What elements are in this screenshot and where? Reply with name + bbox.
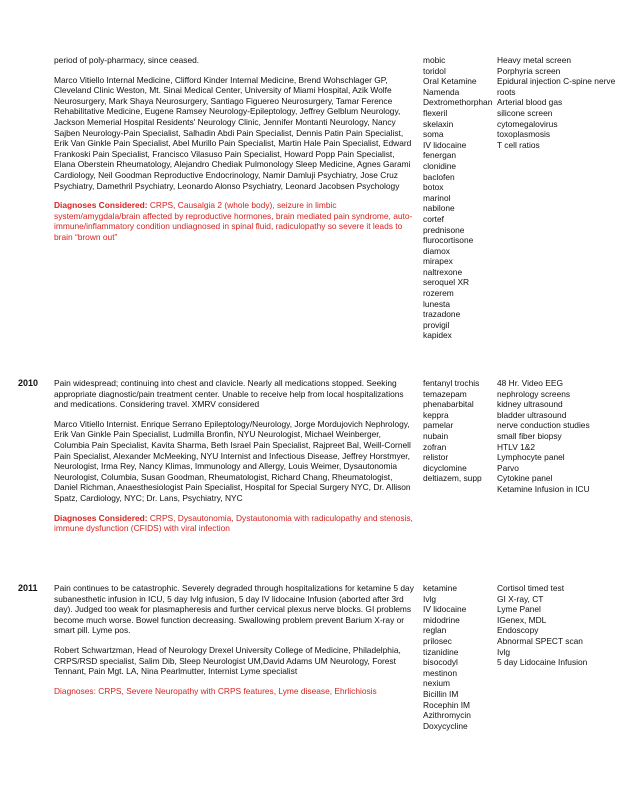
medication-item: zofran <box>423 441 447 452</box>
test-item: toxoplasmosis <box>497 129 551 140</box>
medication-item: nexium <box>423 678 450 689</box>
medication-item: Azithromycin <box>423 710 471 721</box>
test-item: cytomegalovirus <box>497 118 558 129</box>
narrative-lead: Pain widespread; continuing into chest and clavicle. Nearly all medications stopped. Seeking appropriate diagnostic/pain treatment center. Unable to receive help from local hospitalizations and medications. Considering travel. XMRV considered <box>54 378 404 410</box>
medication-item: toridol <box>423 65 446 76</box>
medication-item: keppra <box>423 409 449 420</box>
test-item: Ketamine Infusion in ICU <box>497 483 590 494</box>
test-item: nephrology screens <box>497 388 571 399</box>
diagnoses-text: CRPS, Causalgia 2 (whole body), seizure in limbic system/amygdala/brain affected by reproductive hormones, brain mediated pain syndrome, auto-immune/inflammatory condition undiagnosed in spinal fluid, radiculopathy so severe it leads to brain “brown out” <box>54 200 413 242</box>
diagnoses: Diagnoses: CRPS, Severe Neuropathy with CRPS features, Lyme disease, Ehrlichiosis <box>54 685 377 696</box>
medications-list <box>423 583 495 731</box>
year-label: 2010 <box>18 378 39 388</box>
diagnoses-considered <box>54 513 414 534</box>
medication-item: trazadone <box>423 309 461 320</box>
medications-list <box>423 378 495 484</box>
narrative-continuation <box>54 55 414 252</box>
medication-item: fentanyl trochis <box>423 378 480 388</box>
medication-item: IV lidocaine <box>423 139 467 150</box>
medication-item: Ivlg <box>423 593 437 604</box>
medication-item: provigil <box>423 319 450 330</box>
diagnoses-text: CRPS, Dysautonomia, Dystautonomia with radiculopathy and stenosis, immune dysfunction (CFIDS) with viral infection <box>54 512 413 534</box>
medication-item: fenergan <box>423 150 457 161</box>
medication-item: clonidine <box>423 160 457 171</box>
medication-item: naltrexone <box>423 266 463 277</box>
test-item: 48 Hr. Video EEG <box>497 378 563 388</box>
test-item: T cell ratios <box>497 139 540 150</box>
test-item: kidney ultrasound <box>497 399 563 410</box>
test-item: Endoscopy <box>497 625 539 636</box>
test-item: IGenex, MDL <box>497 614 547 625</box>
test-item: Epidural injection C-spine nerve roots <box>497 76 616 97</box>
medication-item: seroquel XR <box>423 277 470 288</box>
narrative-2011 <box>54 583 414 705</box>
test-item: Heavy metal screen <box>497 55 572 65</box>
medication-item: cortef <box>423 213 444 224</box>
test-item: Cortisol timed test <box>497 583 565 593</box>
test-item: silicone screen <box>497 107 553 118</box>
medication-item: kapidex <box>423 330 452 341</box>
test-item: bladder ultrasound <box>497 409 567 420</box>
medication-item: temazepam <box>423 388 467 399</box>
tests-list <box>497 55 622 150</box>
medication-item: mirapex <box>423 256 453 267</box>
diagnoses-considered <box>54 200 414 242</box>
medication-item: bisocodyl <box>423 657 458 668</box>
medication-item: dicyclomine <box>423 462 467 473</box>
medication-item: rozerem <box>423 288 454 299</box>
narrative-lead: Pain continues to be catastrophic. Severely degraded through hospitalizations for ketamine 5 day subanesthetic infusion in ICU, 5 day Ivlg infusion, 5 day IV lidocaine Infusion (aborted after 3rd day). Judged too weak for plasmapheresis and further cervical plexus nerve blocks. GI problems become much worse. Bowel function decreasing. Swallowing problem prevent Barium X-ray or smart pill. Lyme pos. <box>54 583 414 636</box>
year-label: 2011 <box>18 583 38 593</box>
test-item: Lyme Panel <box>497 604 541 615</box>
medication-item: pamelar <box>423 420 454 431</box>
medication-item: mestinon <box>423 667 457 678</box>
medication-item: flexeril <box>423 107 448 118</box>
physician-list: Marco Vitiello Internal Medicine, Clifford Kinder Internal Medicine, Brend Wohschlager GP, Cleveland Clinic Weston, Mt. Sinai Medical Center, University of Miami Hospital, Azik Wolfe Neurosurgery, Mark Shaya Neurosurgery, Santiago Figuereo Neurosurgery, Tamar Ference Rehabilitative Medicine, Eugene Ramsey Neurology-Epileptology, Jeffrey Gelblum Neurology, Jackson Memerial Hospital Residents' Neurology Clinic, Jennifer Montanti Neurology, Nancy Sajben Neurology-Pain Specialist, Salhadin Abdi Pain Specialist, Dennis Patin Pain Specialist, Erik Van Ginkle Pain Specialist, Abel Murillo Pain Specialist, Martin Hale Pain Specialist, Edward Frankoski Pain Specialist, Francisco Vilasuso Pain Specialist, Howard Popp Pain Specialist, Elana Oberstein Rheumatology, Alejandro Chediak Pulmonology Sleep Medicine, Agnes Garami Cardiology, Neil Goodman Reproductive Endocrinology, Namir Damluji Psychiatry, Jose Cruz Psychiatry, Damethril Psychiatry, Leonardo Alonso Psychiatry, Leonard Jacobsen Psychology <box>54 74 412 191</box>
medication-item: ketamine <box>423 583 457 593</box>
medication-item: soma <box>423 129 444 140</box>
physician-list: Robert Schwartzman, Head of Neurology Drexel University College of Medicine, Philadelphia, CRPS/RSD specialist, Salim Dib, Sleep Neurologist UM,David Adams UM Neurology, Forest Tennant, Pain Mgt. LA, Nina Pearlmutter, Internist Lyme specialist <box>54 644 401 677</box>
test-item: nerve conduction studies <box>497 420 590 431</box>
medication-item: mobic <box>423 55 446 65</box>
medication-item: IV lidocaine <box>423 604 467 615</box>
test-item: small fiber biopsy <box>497 430 562 441</box>
medication-item: diamox <box>423 245 450 256</box>
medications-list <box>423 55 495 341</box>
medication-item: Namenda <box>423 86 460 97</box>
medication-item: relistor <box>423 452 449 463</box>
test-item: Abnormal SPECT scan <box>497 635 583 646</box>
narrative-lead: period of poly-pharmacy, since ceased. <box>54 55 200 65</box>
medication-item: deltiazem, supp <box>423 473 482 484</box>
test-item: Cytokine panel <box>497 473 553 484</box>
medication-item: Oral Ketamine <box>423 76 477 87</box>
medication-item: prilosec <box>423 635 452 646</box>
test-item: Lymphocyte panel <box>497 452 565 463</box>
medication-item: midodrine <box>423 614 460 625</box>
medication-item: nabilone <box>423 203 455 214</box>
diagnoses-label: Diagnoses Considered: <box>54 200 148 211</box>
narrative-2010 <box>54 378 414 543</box>
medication-item: Bicillin IM <box>423 688 459 699</box>
medication-item: marinol <box>423 192 451 203</box>
medication-item: prednisone <box>423 224 465 235</box>
medication-item: baclofen <box>423 171 455 182</box>
medication-item: botox <box>423 182 444 193</box>
medication-item: Doxycycline <box>423 720 468 731</box>
medication-item: reglan <box>423 625 447 636</box>
medication-item: nubain <box>423 430 449 441</box>
physician-list: Marco Vitiello Internist. Enrique Serrano Epileptology/Neurology, Jorge Mordujovich Nephrology, Erik Van Ginkle Pain Specialist, Ludmilla Bronfin, NYU Neurologist, Michael Weinberger, Columbia Pain Specialist, Kavita Sharma, Beth Israel Pain Specialist, Rajpreet Bal, Weill-Cornell Pain Specialist, Alexander McMeeking, NYU Internist and Infectious Disease, Jeffrey Horstmyer, Neurologist, Irma Rey, Nancy Klimas, Immunology and Allergy, Louis Weimer, Dysautonomia Neurologist, Columbia, Susan Goodman, Rheumatologist, Richard Chang, Rheumatologist, Daniel Richman, Anaesthesiologist Pain Specialist, Hospital for Special Surgery NYC, Dr. Allison Spatz, Cardiology, NYC; Dr. Lans, Psychiatry, NYC <box>54 418 411 503</box>
medication-item: lunesta <box>423 298 451 309</box>
tests-list <box>497 378 622 495</box>
tests-list <box>497 583 622 668</box>
medication-item: Rocephin IM <box>423 699 471 710</box>
diagnoses-label: Diagnoses Considered: <box>54 512 148 523</box>
test-item: Ivlg <box>497 646 511 657</box>
test-item: 5 day Lidocaine Infusion <box>497 657 588 668</box>
test-item: Arterial blood gas <box>497 97 563 108</box>
test-item: GI X-ray, CT <box>497 593 544 604</box>
test-item: HTLV 1&2 <box>497 441 536 452</box>
medication-item: flurocortisone <box>423 235 474 246</box>
medication-item: skelaxin <box>423 118 454 129</box>
medication-item: Dextromethorphan <box>423 97 493 108</box>
test-item: Porphyria screen <box>497 65 561 76</box>
test-item: Parvo <box>497 462 519 473</box>
medication-item: phenabarbital <box>423 399 474 410</box>
medication-item: tizanidine <box>423 646 459 657</box>
